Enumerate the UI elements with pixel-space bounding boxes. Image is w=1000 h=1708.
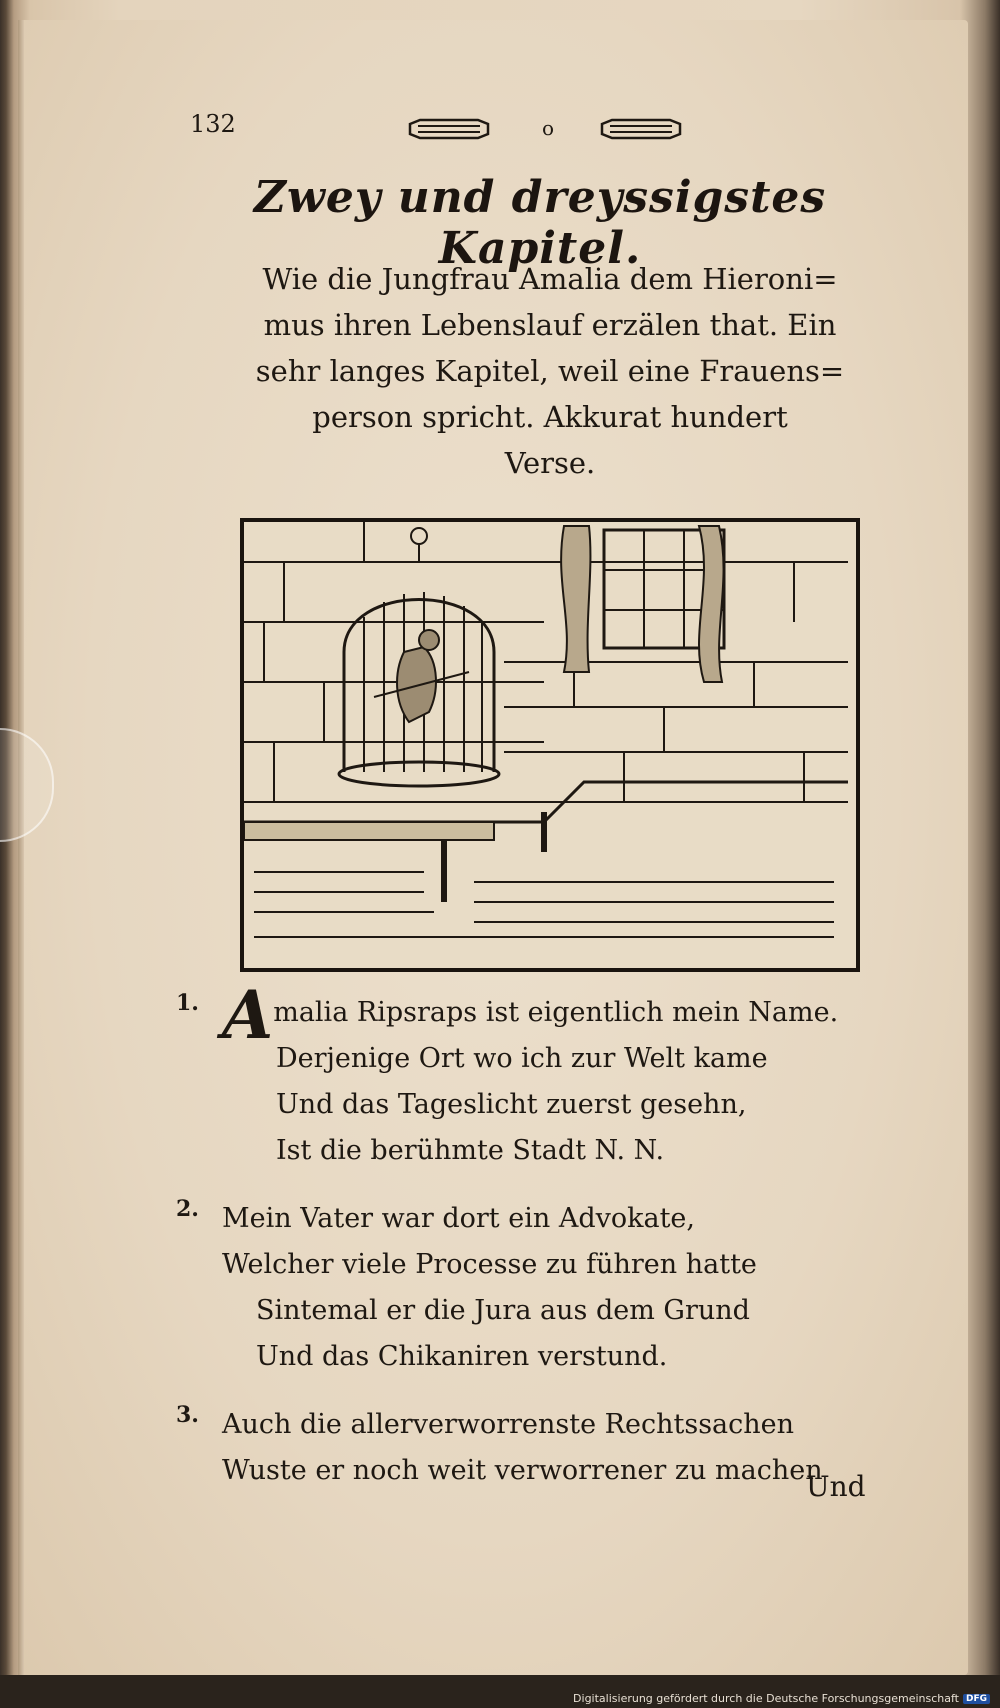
subtitle-line: Verse.: [504, 446, 596, 480]
verse-line: [176, 976, 896, 1054]
verse-line: Ist die berühmte Stadt N. N.: [276, 1135, 665, 1166]
ornament-left-icon: [408, 118, 490, 140]
verse-line: Und das Tageslicht zuerst gesehn,: [276, 1089, 747, 1120]
stanza-number: 3.: [176, 1402, 199, 1428]
page-header: [190, 108, 710, 148]
verse-line: Derjenige Ort wo ich zur Welt kame: [276, 1043, 768, 1074]
stanza-number: 1.: [176, 990, 199, 1016]
dfg-logo: DFG: [963, 1694, 990, 1704]
subtitle-line: mus ihren Lebenslauf erzälen that. Ein: [263, 308, 837, 342]
chapter-subtitle: [180, 256, 920, 486]
verse-block: [176, 976, 896, 1516]
stanza: [176, 976, 896, 1174]
credit-text: Digitalisierung gefördert durch die Deutsche Forschungsgemeinschaft: [573, 1692, 959, 1705]
ornament-center: o: [542, 116, 555, 140]
subtitle-line: person spricht. Akkurat hundert: [312, 400, 788, 434]
page-edge: [18, 20, 24, 1675]
subtitle-line: sehr langes Kapitel, weil eine Frauens=: [255, 354, 845, 388]
chapter-title: Zwey und dreyssigstes Kapitel.: [253, 172, 827, 274]
scan-footer: [0, 1675, 1000, 1708]
verse-text: malia Ripsraps ist eigentlich mein Name.: [273, 997, 839, 1028]
page-number: 132: [190, 110, 236, 138]
verse-line: Auch die allerverworrenste Rechtssachen: [222, 1409, 795, 1440]
verse-line: Wuste er noch weit verworrener zu machen: [222, 1455, 823, 1486]
woodcut-birdcage-icon: [240, 518, 860, 972]
stanza-number: 2.: [176, 1196, 199, 1222]
catchword: Und: [806, 1470, 866, 1503]
verse-line: Sintemal er die Jura aus dem Grund: [256, 1295, 750, 1326]
verse-line: Welcher viele Processe zu führen hatte: [222, 1249, 757, 1280]
digitization-credit: [573, 1692, 990, 1705]
verse-line: Und das Chikaniren verstund.: [256, 1341, 668, 1372]
drop-cap: A: [222, 976, 274, 1054]
woodcut-drawing: [244, 522, 848, 960]
ornament-right-icon: [600, 118, 682, 140]
subtitle-line: Wie die Jungfrau Amalia dem Hieroni=: [262, 262, 838, 296]
stanza: [176, 1196, 896, 1380]
stanza: [176, 1402, 896, 1494]
verse-line: Mein Vater war dort ein Advokate,: [222, 1203, 695, 1234]
